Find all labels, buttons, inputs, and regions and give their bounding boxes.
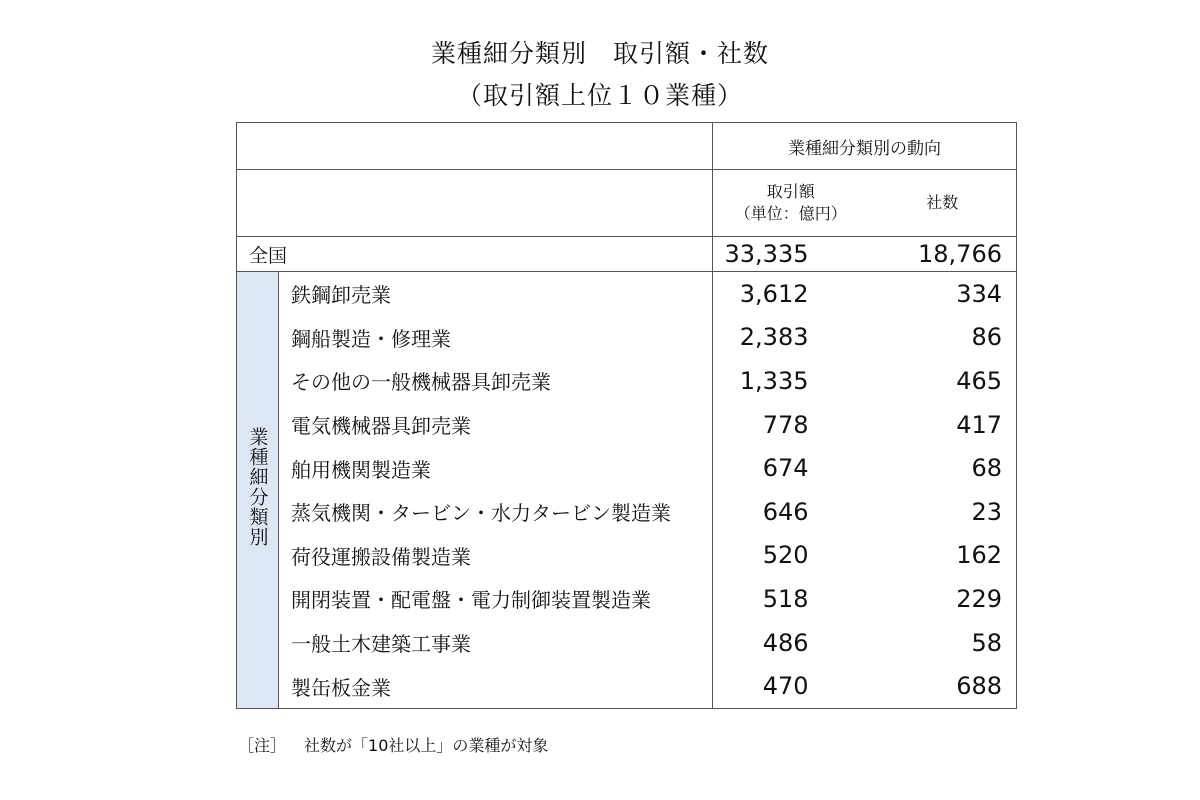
industry-name: 鉄鋼卸売業 (291, 283, 391, 308)
count-value: 58 (869, 621, 1017, 665)
total-count: 18,766 (869, 237, 1017, 272)
industry-name: 舶用機関製造業 (291, 457, 431, 482)
table-row (237, 621, 1017, 665)
amount-column-header (713, 170, 869, 237)
count-column-header: 社数 (869, 170, 1017, 237)
amount-value: 486 (713, 621, 869, 665)
amount-value: 778 (713, 403, 869, 447)
count-value: 417 (869, 403, 1017, 447)
total-row (237, 237, 1017, 272)
industry-name: 製缶板金業 (279, 664, 713, 708)
amount-header-unit: （単位：億円） (734, 204, 847, 223)
industry-name: 開閉装置・配電盤・電力制御装置製造業 (291, 588, 651, 613)
total-label: 全国 (237, 237, 713, 272)
header-row-columns (237, 170, 1017, 237)
category-side-label (237, 272, 279, 709)
amount-value: 2,383 (713, 316, 869, 360)
header-blank-cell (237, 123, 713, 170)
table-row (237, 272, 1017, 316)
amount-value: 470 (713, 664, 869, 708)
table-row (237, 359, 1017, 403)
table-row (237, 534, 1017, 578)
amount-value: 674 (713, 446, 869, 490)
footnote-tag: ［注］ (238, 736, 287, 755)
industry-name: その他の一般機械器具卸売業 (291, 370, 551, 395)
table-row (237, 664, 1017, 708)
count-value: 229 (869, 577, 1017, 621)
count-value: 23 (869, 490, 1017, 534)
table-row (237, 403, 1017, 447)
header-row-group (237, 123, 1017, 170)
count-value: 334 (869, 272, 1017, 316)
category-side-label-text: 業種細分類別 (246, 426, 269, 547)
column-group-header: 業種細分類別の動向 (713, 123, 1017, 170)
count-value: 688 (869, 664, 1017, 708)
total-amount: 33,335 (713, 237, 869, 272)
amount-header-label: 取引額 (766, 182, 815, 201)
table-subtitle: （取引額上位１０業種） (456, 81, 743, 110)
industry-name: 一般土木建築工事業 (291, 632, 471, 657)
table-row (237, 316, 1017, 360)
amount-value: 518 (713, 577, 869, 621)
count-value: 162 (869, 534, 1017, 578)
industry-name: 荷役運搬設備製造業 (291, 544, 471, 569)
amount-value: 646 (713, 490, 869, 534)
table-row (237, 490, 1017, 534)
count-value: 68 (869, 446, 1017, 490)
amount-value: 1,335 (713, 359, 869, 403)
table-row (237, 446, 1017, 490)
count-value: 86 (869, 316, 1017, 360)
count-value: 465 (869, 359, 1017, 403)
industry-name: 蒸気機関・タービン・水力タービン製造業 (291, 501, 671, 526)
table-title: 業種細分類別 取引額・社数 (430, 39, 769, 68)
industry-name: 鋼船製造・修理業 (291, 326, 451, 351)
footnote-text: 社数が「10社以上」の業種が対象 (304, 736, 549, 755)
data-table (236, 122, 1017, 709)
industry-name: 電気機械器具卸売業 (291, 414, 471, 439)
amount-value: 520 (713, 534, 869, 578)
footnote (238, 733, 548, 756)
table-row (237, 577, 1017, 621)
header-blank-cell (237, 170, 713, 237)
amount-value: 3,612 (713, 272, 869, 316)
